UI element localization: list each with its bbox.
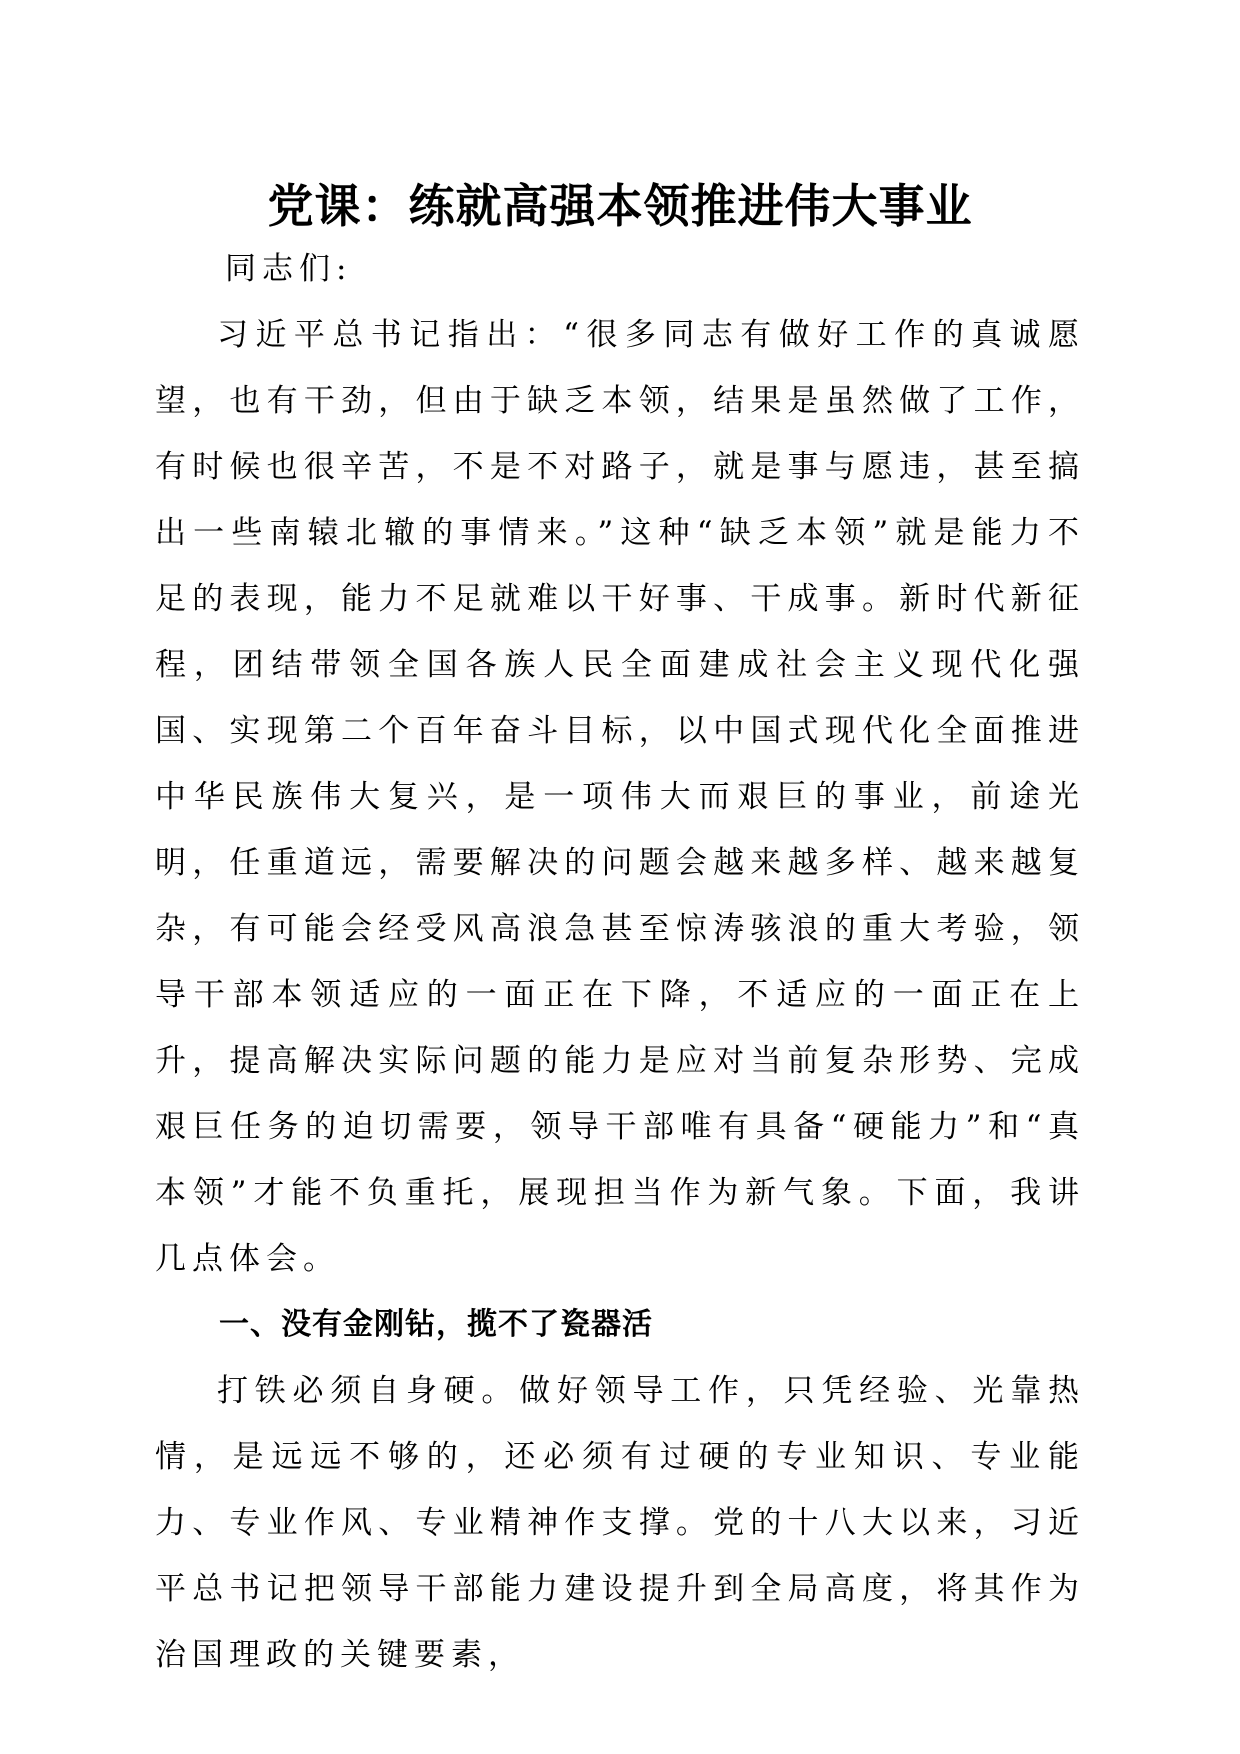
document-title: 党课：练就高强本领推进伟大事业: [267, 179, 973, 233]
section-heading-1: 一、没有金刚钻，揽不了瓷器活: [219, 1307, 653, 1342]
salutation: 同志们:: [225, 251, 353, 287]
paragraph-section-1: 打铁必须自身硬。做好领导工作，只凭经验、光靠热情，是远远不够的，还必须有过硬的专业知识、专业能力、专业作风、专业精神作支撑。党的十八大以来，习近平总书记把领导干部能力建设提升到全局高度，将其作为治国理政的关键要素，: [155, 1373, 1085, 1673]
document-body: [155, 236, 1085, 1688]
paragraph-intro: 习近平总书记指出：“很多同志有做好工作的真诚愿望，也有干劲，但由于缺乏本领，结果是虽然做了工作，有时候也很辛苦，不是不对路子，就是事与愿违，甚至搞出一些南辕北辙的事情来。”这种“缺乏本领”就是能力不足的表现，能力不足就难以干好事、干成事。新时代新征程，团结带领全国各族人民全面建成社会主义现代化强国、实现第二个百年奋斗目标，以中国式现代化全面推进中华民族伟大复兴，是一项伟大而艰巨的事业，前途光明，任重道远，需要解决的问题会越来越多样、越来越复杂，有可能会经受风高浪急甚至惊涛骇浪的重大考验，领导干部本领适应的一面正在下降，不适应的一面正在上升，提高解决实际问题的能力是应对当前复杂形势、完成艰巨任务的迫切需要，领导干部唯有具备“硬能力”和“真本领”才能不负重托，展现担当作为新气象。下面，我讲几点体会。: [155, 317, 1085, 1277]
